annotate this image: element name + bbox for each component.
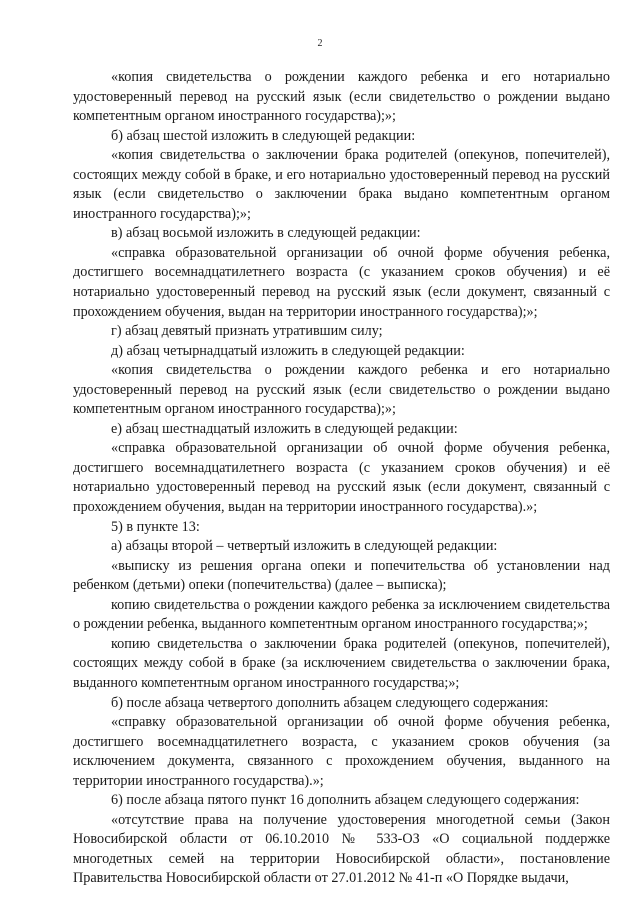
- paragraph: б) после абзаца четвертого дополнить абзацем следующего содержания:: [111, 694, 549, 711]
- paragraph: б) абзац шестой изложить в следующей редакции:: [111, 127, 416, 144]
- paragraph: «справку образовательной организации об очной форме обучения ребенка, достигшего восемнадцатилетнего возраста, с указанием сроков обучения (за исключением документа, связанного с прохождением обучения, выданного на территории иностранного государства).»;: [73, 714, 610, 789]
- paragraph: а) абзацы второй – четвертый изложить в следующей редакции:: [111, 538, 498, 555]
- paragraph: копию свидетельства о рождении каждого ребенка за исключением свидетельства о рождении ребенка, выданного компетентным органом иностранного государства;»;: [73, 596, 610, 633]
- paragraph: 5) в пункте 13:: [111, 518, 200, 535]
- paragraph: д) абзац четырнадцатый изложить в следующей редакции:: [111, 342, 465, 359]
- paragraph: «копия свидетельства о рождении каждого ребенка и его нотариально удостоверенный перевод на русский язык (если свидетельство о рождении выдано компетентным органом иностранного государства);»;: [73, 69, 610, 125]
- paragraph: «копия свидетельства о заключении брака родителей (опекунов, попечителей), состоящих между собой в браке, и его нотариально удостоверенный перевод на русский язык (если свидетельство о заключении брака выдано компетентным органом иностранного государства);»;: [73, 147, 610, 222]
- paragraph: в) абзац восьмой изложить в следующей редакции:: [111, 225, 421, 242]
- paragraph: копию свидетельства о заключении брака родителей (опекунов, попечителей), состоящих между собой в браке (за исключением свидетельства о заключении брака, выданного компетентным органом иностранного государства;»;: [73, 635, 610, 691]
- paragraph: 6) после абзаца пятого пункт 16 дополнить абзацем следующего содержания:: [111, 792, 580, 809]
- paragraph: «выписку из решения органа опеки и попечительства об установлении над ребенком (детьми) опеки (попечительства) (далее – выписка);: [73, 557, 610, 594]
- paragraph: е) абзац шестнадцатый изложить в следующей редакции:: [111, 420, 458, 437]
- page-number: 2: [317, 38, 323, 49]
- paragraph: «справка образовательной организации об очной форме обучения ребенка, достигшего восемнадцатилетнего возраста (с указанием сроков обучения) и её нотариально удостоверенный перевод на русский язык (если документ, связанный с прохождением обучения, выдан на территории иностранного государства).»;: [73, 440, 610, 516]
- paragraph: г) абзац девятый признать утратившим силу;: [111, 323, 383, 340]
- paragraph: «справка образовательной организации об очной форме обучения ребенка, достигшего восемнадцатилетнего возраста (с указанием сроков обучения) и её нотариально удостоверенный перевод на русский язык (если документ, связанный с прохождением обучения, выдан на территории иностранного государства);»;: [73, 244, 610, 320]
- paragraph: «отсутствие права на получение удостоверения многодетной семьи (Закон Новосибирской области от 06.10.2010 № 533-ОЗ «О социальной поддержке многодетных семей на территории Новосибирской области», постановление Правительства Новосибирской области от 27.01.2012 № 41-п «О Порядке выдачи,: [73, 811, 610, 887]
- document-body: [73, 68, 610, 889]
- paragraph: «копия свидетельства о рождении каждого ребенка и его нотариально удостоверенный перевод на русский язык (если свидетельство о рождении выдано компетентным органом иностранного государства);»;: [73, 362, 610, 418]
